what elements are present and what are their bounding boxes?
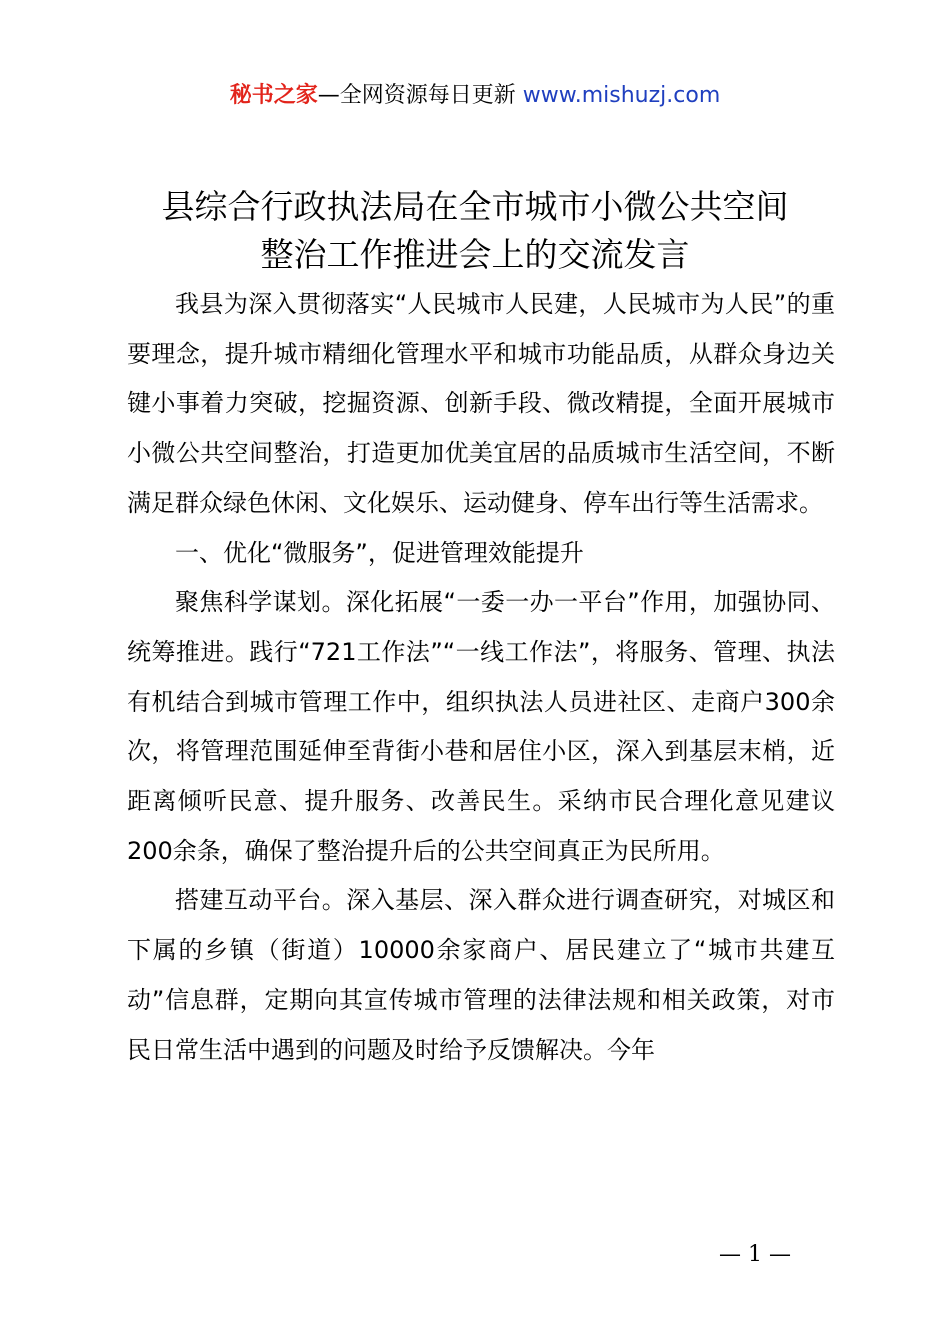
intro-paragraph: 我县为深入贯彻落实“人民城市人民建，人民城市为人民”的重要理念，提升城市精细化管理水平和城市功能品质，从群众身边关键小事着力突破，挖掘资源、创新手段、微改精提，全面开展城市小微公共空间整治，打造更加优美宜居的品质城市生活空间，不断满足群众绿色休闲、文化娱乐、运动健身、停车出行等生活需求。 <box>127 290 835 517</box>
site-url-link[interactable]: www.mishuzj.com <box>522 83 721 108</box>
document-body <box>127 280 835 1075</box>
site-header <box>0 80 950 112</box>
title-line-1: 县综合行政执法局在全市城市小微公共空间 <box>161 187 789 226</box>
body-paragraph: 聚焦科学谋划。深化拓展“一委一办一平台”作用，加强协同、统筹推进。践行“721工作法”“一线工作法”，将服务、管理、执法有机结合到城市管理工作中，组织执法人员进社区、走商户300余次，将管理范围延伸至背街小巷和居住小区，深入到基层末梢，近距离倾听民意、提升服务、改善民生。采纳市民合理化意见建议200余条，确保了整治提升后的公共空间真正为民所用。 <box>127 588 835 865</box>
title-line-2: 整治工作推进会上的交流发言 <box>260 235 690 274</box>
document-title <box>0 183 950 279</box>
page-number: — 1 — <box>719 1242 791 1267</box>
section-heading-1: 一、优化“微服务”，促进管理效能提升 <box>175 538 584 567</box>
site-tagline: —全网资源每日更新 <box>317 83 516 108</box>
site-brand: 秘书之家 <box>229 83 318 108</box>
body-paragraph: 搭建互动平台。深入基层、深入群众进行调查研究，对城区和下属的乡镇（街道）10000余家商户、居民建立了“城市共建互动”信息群，定期向其宣传城市管理的法律法规和相关政策，对市民日常生活中遇到的问题及时给予反馈解决。今年 <box>127 886 835 1064</box>
